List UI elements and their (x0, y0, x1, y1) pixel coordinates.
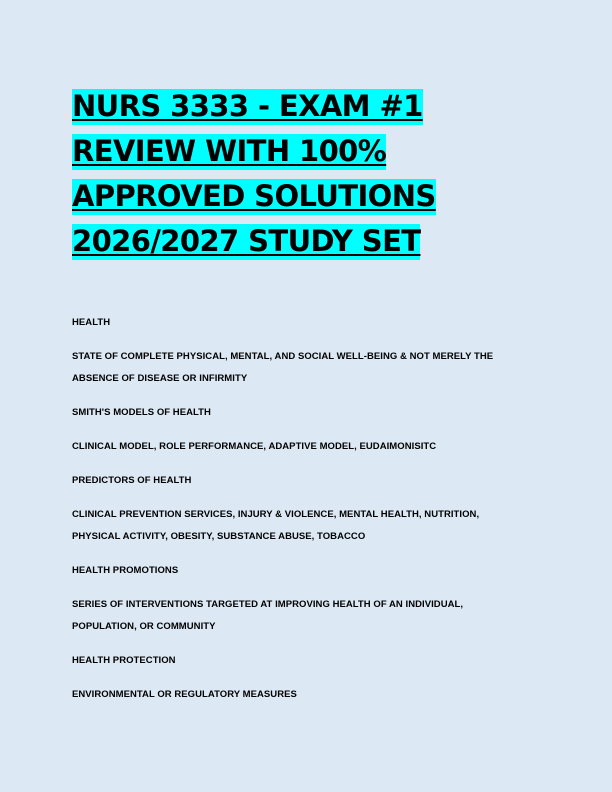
definition-health-protection: ENVIRONMENTAL OR REGULATORY MEASURES (72, 689, 297, 700)
definition-health: STATE OF COMPLETE PHYSICAL, MENTAL, AND SOCIAL WELL-BEING & NOT MERELY THE ABSENCE OF DISEASE OR INFIRMITY (72, 351, 494, 384)
term-health: HEALTH (72, 317, 111, 328)
term-predictors-of-health: PREDICTORS OF HEALTH (72, 475, 192, 486)
document-page (72, 84, 542, 718)
term-health-protection: HEALTH PROTECTION (72, 655, 176, 666)
definition-smiths-models: CLINICAL MODEL, ROLE PERFORMANCE, ADAPTIVE MODEL, EUDAIMONISITC (72, 441, 437, 452)
term-health-promotions: HEALTH PROMOTIONS (72, 565, 179, 576)
document-title (72, 84, 542, 264)
term-smiths-models: SMITH'S MODELS OF HEALTH (72, 407, 211, 418)
question-answer-list (72, 312, 522, 706)
definition-health-promotions: SERIES OF INTERVENTIONS TARGETED AT IMPROVING HEALTH OF AN INDIVIDUAL, POPULATION, OR COMMUNITY (72, 599, 464, 632)
title-text: NURS 3333 - EXAM #1 REVIEW WITH 100% APPROVED SOLUTIONS 2026/2027 STUDY SET (72, 89, 436, 258)
definition-predictors-of-health: CLINICAL PREVENTION SERVICES, INJURY & VIOLENCE, MENTAL HEALTH, NUTRITION, PHYSICAL ACTIVITY, OBESITY, SUBSTANCE ABUSE, TOBACCO (72, 509, 480, 542)
